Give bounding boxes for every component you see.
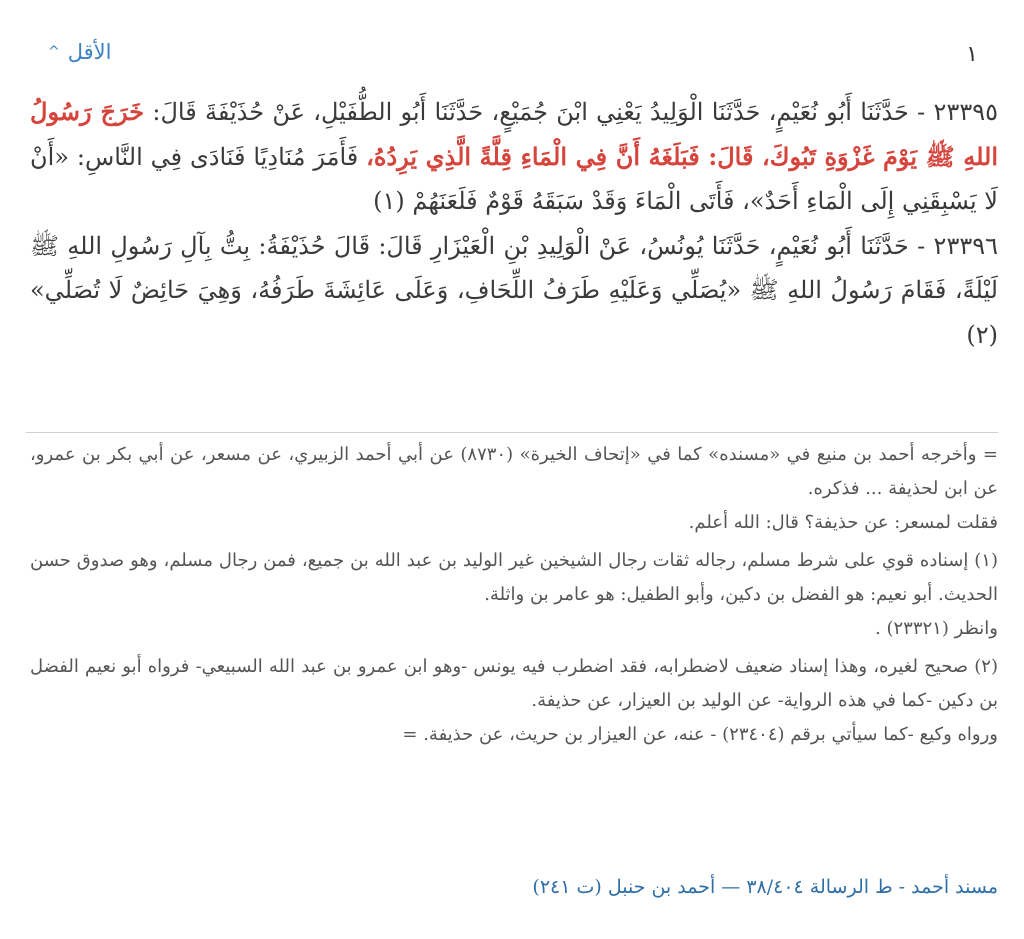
footnote-paragraph: (١) إسناده قوي على شرط مسلم، رجاله ثقات رجال الشيخين غير الوليد بن عبد الله بن جميع، فمن رجال مسلم، وهو صدوق حسن الحديث. أبو نعيم: هو الفضل بن دكين، وأبو الطفيل: هو عامر بن واثلة. — [30, 550, 998, 605]
hadith-23396: ٢٣٣٩٦ - حَدَّثَنَا أَبُو نُعَيْمٍ، حَدَّثَنَا يُونُسُ، عَنْ الْوَلِيدِ بْنِ الْعَيْزَارِ قَالَ: قَالَ حُذَيْفَةُ: بِتُّ بِآلِ رَسُولِ اللهِ ﷺ لَيْلَةً، فَقَامَ رَسُولُ اللهِ ﷺ «يُصَلِّي وَعَلَيْهِ طَرَفُ اللِّحَافِ، وَعَلَى عَائِشَةَ طَرَفُهُ، وَهِيَ حَائِضٌ لَا تُصَلِّي» (٢) — [30, 231, 998, 349]
hadith-23395-isnad: ٢٣٣٩٥ - حَدَّثَنَا أَبُو نُعَيْمٍ، حَدَّثَنَا الْوَلِيدُ يَعْنِي ابْنَ جُمَيْعٍ، حَدَّثَنَا أَبُو الطُّفَيْلِ، عَنْ حُذَيْفَةَ قَالَ: — [144, 98, 998, 126]
footnotes — [30, 438, 998, 752]
hadith-text — [30, 90, 998, 357]
source-citation[interactable]: مسند أحمد - ط الرسالة ٣٨/٤٠٤ — أحمد بن حنبل (ت ٢٤١) — [532, 876, 998, 898]
show-less-link[interactable] — [48, 40, 112, 64]
footnote-divider — [26, 432, 998, 433]
footnote-paragraph: = وأخرجه أحمد بن منيع في «مسنده» كما في «إتحاف الخيرة» (٨٧٣٠) عن أبي أحمد الزبيري، عن مسعر، عن أبي بكر بن عمرو، عن ابن لحذيفة ... فذكره. — [30, 444, 998, 499]
footnote-paragraph: (٢) صحيح لغيره، وهذا إسناد ضعيف لاضطرابه، فقد اضطرب فيه يونس -وهو ابن عمرو بن عبد الله السبيعي- فرواه أبو نعيم الفضل بن دكين -كما في هذه الرواية- عن الوليد بن العيزار، عن حذيفة. — [30, 656, 998, 711]
footnote-continued — [30, 438, 998, 540]
hadith-23395-highlight: خَرَجَ رَسُولُ اللهِ ﷺ يَوْمَ غَزْوَةِ تَبُوكَ، قَالَ: فَبَلَغَهُ أَنَّ فِي الْمَاءِ قِلَّةً الَّذِي يَرِدُهُ، — [30, 97, 998, 171]
show-less-label: الأقل — [67, 40, 112, 64]
hadith-23395 — [30, 90, 998, 224]
footnote-paragraph: وانظر (٢٣٣٢١) . — [875, 618, 998, 639]
footnote-paragraph: فقلت لمسعر: عن حذيفة؟ قال: الله أعلم. — [688, 512, 998, 533]
footnote-1 — [30, 544, 998, 646]
hadith-23395-matn: فَأَمَرَ مُنَادِيًا فَنَادَى فِي النَّاسِ: «أَنْ لَا يَسْبِقَنِي إِلَى الْمَاءِ أَحَدٌ»، فَأَتَى الْمَاءَ وَقَدْ سَبَقَهُ قَوْمٌ فَلَعَنَهُمْ (١) — [30, 142, 998, 215]
chevron-up-icon: ^ — [48, 44, 60, 60]
footnote-paragraph: ورواه وكيع -كما سيأتي برقم (٢٣٤٠٤) - عنه، عن العيزار بن حريث، عن حذيفة. = — [402, 724, 998, 745]
footnote-2 — [30, 650, 998, 752]
page-header — [44, 40, 980, 74]
page-number: ١ — [966, 42, 978, 67]
